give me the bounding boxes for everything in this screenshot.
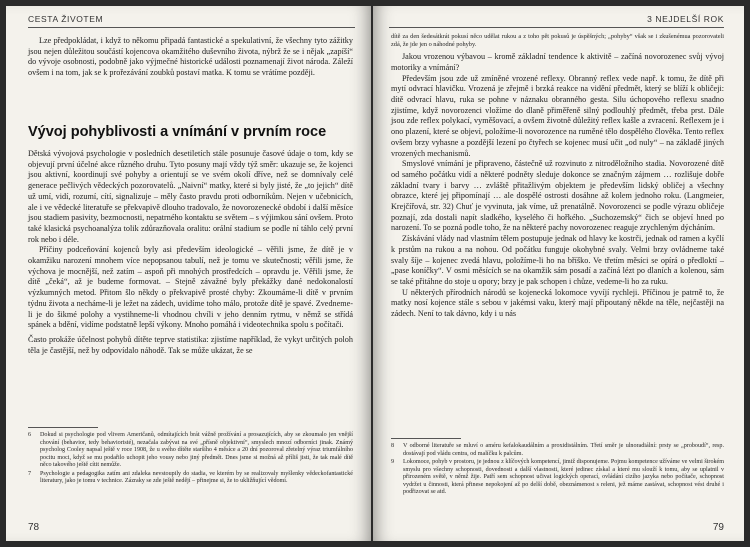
footnotes bbox=[391, 443, 724, 498]
footnote-divider bbox=[391, 438, 461, 439]
paragraph: Získávání vlády nad vlastním tělem postupuje jednak od hlavy ke kostrči, jednak od ramen a kyčlí k prstům na rukou a na nohou. Od počátku funguje okohybné svaly. Velmi brzy ovládneme také svaly šíje – kojenec zvedá hlavu, položíme-li ho na bříško. Ve třetím měsíci se opírá o předloktí – „pase koníčky“. V osmi měsících se na okamžik sám posadí a začíná lézt po dlaních a kolenou, sám se také přitáhne do stoje u opory; brzy je pak schopen i chůze, vedeme-li ho za ruku. bbox=[391, 234, 724, 286]
running-head: CESTA ŽIVOTEM bbox=[28, 14, 104, 24]
footnote-text: Dokud si psychologie pod vlivem Američanů, odmítajících brát vážně prožívání a prosazujících, aby se zkoumalo jen vnější chování (behavior, tedy behavioristé), nezačala zabývat na své „přísně objektivní“, smyslech mnozí odborníci jinak. Známý psycholog Cooley napsal ještě v roce 1908, že u svého dítěte staršího 4 měsíce a 20 dní pozoroval zřetelný výraz triumfálního pocitu moci, když se mu podařilo uchopit jeho vousy nebo jiný předmět. Dnes jsme si možná až příliš jisti, že tak malé dítě něco takového ještě cítit nemůže. bbox=[40, 432, 353, 468]
running-head: 3 NEJDELŠÍ ROK bbox=[647, 14, 724, 24]
paragraph: Smyslové vnímání je připraveno, částečně už rozvinuto z nitroděložního stadia. Novorozené dítě od samého počátku vidí a některé podněty sleduje dokonce se značným zájmem … rozlišuje dobře základní tvary i barvy … zvláště přitažlivým objektem je především lidský obličej a všechny obrazce, které jej připomínají … ale dospělé ostrosti dosáhne až kolem jednoho roku. (Langmeier, Krejčířová, str. 32) Chuť je vyvinuta, jak víme, už prenatálně. Novorozenci se podle výrazu obličeje poznají, zda dostali napít sladkého, kyselého či hořkého. „Suchozemský“ čich se objeví hned po narození. To se pozná podle toho, že na některé pachy novorozenec reaguje zrychleným dýcháním. bbox=[391, 159, 724, 233]
footnote-number: 6 bbox=[28, 432, 32, 438]
main-section bbox=[28, 149, 353, 356]
header-rule bbox=[28, 27, 355, 28]
paragraph: Příčiny podceňování kojenců byly asi především ideologické – věřili jsme, že dítě je v okamžiku narození mnohem více nepopsanou tabulí, než je tomu ve skutečnosti; věřili jsme, že výchova je mocnější, než zatím – aspoň při mnohých prostředcích – opravdu je. Věřili jsme, že dítě „čeká“, až je budeme formovat. – Stejně závažné byly překážky dané nedokonalostí výzkumných metod. Přitom šlo někdy o překvapivě prosté chyby: Zkoumáme-li dítě v prvním týdnu života a necháme-li je ležet na zádech, uvidíme toho málo, protože dítě je spavé. Zvedneme-li je do šikmé polohy a vystihneme-li vhodnou chvíli v jeho denním rytmu, v němž se střídá spánek a bdění, vidíme podstatně lepší výkony. Mnoho pomáhá i videotechnika spolu s počítači. bbox=[28, 245, 353, 330]
footnote-text: Lokomoce, pohyb v prostoru, je jednou z klíčových kompetencí, jimiž disponujeme. Pojmu kompetence užíváme ve velmi širokém smyslu pro všechny schopnosti, dovednosti a další vlastnosti, které jedinec získal a které mu slouží k tomu, aby se uplatnil v přirozeném světě, v němž žije. Patří sem schopnost učivat logických operací, ovládání cizího jazyka nebo počítače, schopnost vydržet u činnosti, která přinese nepokojení až po delší době, obeznámenost s releni, jež máme zastávat, schopnost vést druhé i podřizovat se atd. bbox=[403, 459, 724, 495]
right-page bbox=[373, 6, 744, 541]
footnote bbox=[28, 471, 353, 486]
intro-paragraph: Lze předpokládat, i když to někomu připadá fantastické a spekulativní, že všechny tyto zážitky jsou nejen důležitou součástí kojencova okamžitého duševního života, nýbrž že se i nějak „zapíší“ do vývoje osobnosti, podobně jako výjmečné historické události poznamenají život národa. Záleží ovšem i na tom, jak se k prořezávání zoubků postaví matka. K tomu se vrátíme později. bbox=[28, 36, 353, 78]
footnote-text: V odborné literatuře se mluví o améru kefalokaudálním a proxidistálním. Třetí směr je ulnoradiální: prsty se „proboudí“, resp. dostávají pod vládu centra, od malíčku k palcům. bbox=[403, 443, 724, 457]
footnote-number: 7 bbox=[28, 470, 32, 477]
paragraph: Jakou vrozenou výbavou – kromě základní tendence k aktivitě – začíná novorozenec svůj vývoj motoriky a vnímání? bbox=[391, 52, 724, 72]
footnote bbox=[391, 443, 724, 458]
section-heading: Vývoj pohyblivosti a vnímání v prvním roce bbox=[28, 124, 327, 140]
page-number: 78 bbox=[28, 522, 40, 533]
intro-section bbox=[28, 36, 353, 79]
footnote-text: Psychologie a pedagogika zatím ani zdaleka nevstoupily do stadia, ve kterém by se realizovaly myšlenky vědeckofantastické literatury, jako je tomu v technice. Zázraky se zde ještě nedějí – přinejme si, že to ukližňující vědomí. bbox=[40, 470, 353, 484]
continued-footnote-text: dítě za den šedesátkrát pokusí něco udělat rukou a z toho pět pokusů je úspěšných; „pohyby“ však se i zkušenémua pozorovateli zdá, že jde jen o náhodné pohyby. bbox=[391, 33, 724, 48]
footnote bbox=[28, 432, 353, 470]
footnote-number: 9 bbox=[391, 459, 395, 465]
paragraph: Dětská vývojová psychologie v posledních desetiletích stále posunuje časové údaje o tom, kdy se objevují první účelné akce různého druhu. Tyto posuny mají vždy týž směr: ukazuje se, že kojenci jsou aktivní, koordinují své pohyby a orientují se ve svém okolí dříve, než se domnívaly celé generace pečlivých vědeckých pozorovatelů. „Naivní“ matky, které si byly jisté, že „to jejich“ dítě už umí, vidí, rozumí, cítí, signalizuje – měly často pravdu proti odborníkům. Nejen v učebnicích, ale i ve vědecké literatuře se překvapivě dlouho tradovalo, že novorozenecké období i další měsíce jsou stadiem pasivity, bezmocnosti, nepatrného kontaktu se světem – s výjimkou sání ovšem. Proto také klasická psychoanalýza tolik zdůrazňovala oralitu: orální stadium se podle ní táhlo celý první rok nebo i déle. bbox=[28, 149, 353, 244]
footnote bbox=[391, 459, 724, 497]
footnotes bbox=[28, 432, 353, 487]
main-section bbox=[391, 33, 724, 320]
paragraph: Často prokáže účelnost pohybů dítěte teprve statistika: zjistíme například, že vykyt určitých poloh těla je častější, než by odpovídalo náhodě. Tak se může ukázat, že se bbox=[28, 334, 353, 355]
left-page bbox=[6, 6, 371, 541]
footnote-number: 8 bbox=[391, 443, 395, 449]
footnote-divider bbox=[28, 427, 98, 428]
page-number: 79 bbox=[712, 522, 724, 533]
paragraph: Především jsou zde už zmíněné vrozené reflexy. Obranný reflex vede např. k tomu, že dítě při mytí odvrací hlavičku. Vrozená je zřejmě i brzká reakce na vidění předmět, který se blíží k obličeji: dítě odvrací hlavu, ruka se pohne v náznaku obranného gesta. Silu úchopového reflexu snadno zjistíme, když novorozenci vložíme do dlaně přiměřeně silný podlouhlý předmět, třeba prst. Dále jsou zde reflex polykací, vyměšovací, a ovšem životně důležitý reflex kašle a zvracení. Reflexem je i ono plazení, které se objeví, položíme-li novorozence na ruměné tělo dospělého člověka. Tento reflex ovšem brzy vyhasne a pozdější lezení po čtyřech se kojenec musí učit „od nuly“ – na základě jiných vrozených mechanismů. bbox=[391, 73, 724, 158]
header-rule bbox=[389, 27, 724, 28]
paragraph: U některých přírodních národů se kojenecká lokomoce vyvíjí rychleji. Příčinou je patrně to, že matky nosí kojence stále s sebou v jakémsi vaku, který mají připoutaný někde na těle, nejčastěji na zádech. Není to tak dávno, kdy i u nás bbox=[391, 287, 724, 319]
